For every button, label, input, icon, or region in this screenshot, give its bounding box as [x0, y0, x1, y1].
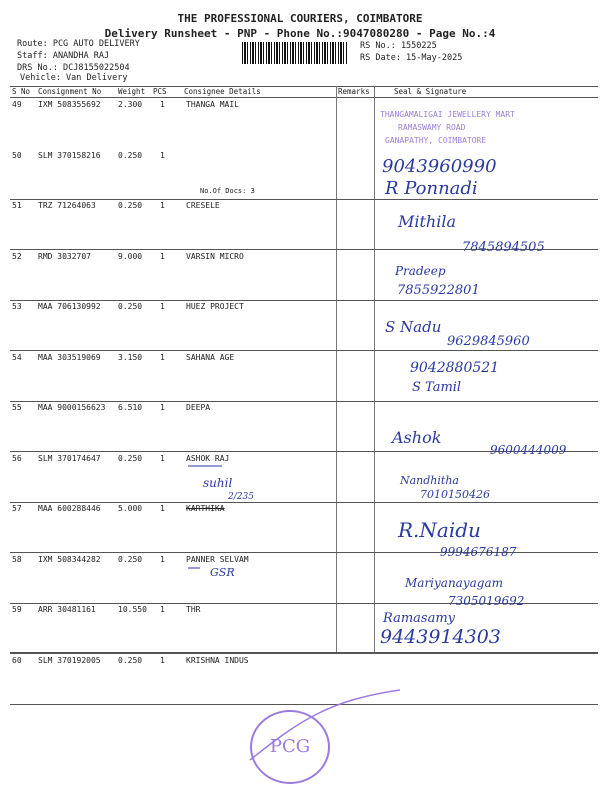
- consignee-cell: DEEPA: [186, 403, 211, 412]
- consignment-cell: SLM 370158216: [38, 150, 101, 160]
- signature-60: Ramasamy: [383, 611, 456, 626]
- weight-cell: 10.550: [118, 605, 147, 614]
- col-weight: Weight: [118, 87, 146, 96]
- runsheet-subtitle: Delivery Runsheet - PNP - Phone No.:9047080280 - Page No.:4: [104, 27, 496, 40]
- rs-date: RS Date: 15-May-2025: [360, 53, 463, 63]
- sno-cell: 58: [12, 554, 22, 564]
- docs-count: No.Of Docs: 3: [200, 186, 255, 195]
- jewellery-stamp-line3: GANAPATHY, COIMBATORE: [385, 136, 487, 145]
- col-consignee: Consignee Details: [184, 87, 261, 96]
- vehicle-info: Vehicle: Van Delivery: [20, 73, 128, 83]
- phone-57: 7010150426: [420, 488, 490, 501]
- consignment-cell: MAA 303519069: [38, 352, 101, 362]
- sno-cell: 55: [12, 403, 22, 412]
- weight-cell: 6.510: [118, 403, 143, 412]
- weight-cell: 0.250: [118, 150, 143, 160]
- consignee-cell: ASHOK RAJ: [186, 453, 230, 463]
- weight-cell: 0.250: [118, 302, 143, 311]
- jewellery-stamp-line2: RAMASWAMY ROAD: [398, 123, 466, 132]
- consignment-cell: ARR 30481161: [38, 605, 96, 614]
- route-info: Route: PCG AUTO DELIVERY: [17, 39, 140, 49]
- phone-59: 7305019692: [448, 594, 525, 608]
- jewellery-stamp-line1: THANGAMALIGAI JEWELLERY MART: [380, 110, 515, 119]
- consignee-cell: HUEZ PROJECT: [186, 302, 244, 311]
- phone-58: 9994676187: [440, 545, 517, 559]
- runsheet-title: THE PROFESSIONAL COURIERS, COIMBATORE: [177, 12, 423, 25]
- sno-cell: 59: [12, 605, 22, 614]
- weight-cell: 0.250: [118, 655, 143, 665]
- pcs-cell: 1: [160, 352, 165, 362]
- signature-53: Pradeep: [395, 264, 446, 278]
- consignee-cell: CRESELE: [186, 201, 220, 210]
- sno-cell: 51: [12, 201, 22, 210]
- col-consignment: Consignment No: [38, 87, 102, 96]
- signature-56: Ashok: [392, 428, 442, 447]
- consignee-cell: KRISHNA INDUS: [186, 655, 249, 665]
- pcs-cell: 1: [160, 655, 165, 665]
- pcs-cell: 1: [160, 150, 165, 160]
- time-57: 2/235: [228, 492, 254, 502]
- pcs-cell: 1: [160, 504, 165, 513]
- sno-cell: 49: [12, 100, 22, 109]
- phone-53: 7855922801: [397, 283, 480, 298]
- weight-cell: 5.000: [118, 504, 143, 513]
- consignee-cell: SAHANA AGE: [186, 352, 235, 362]
- consignee-cell: THANGA MAIL: [186, 100, 239, 109]
- weight-cell: 3.150: [118, 352, 143, 362]
- consignment-cell: IXM 508344282: [38, 554, 101, 564]
- sno-cell: 53: [12, 302, 22, 311]
- col-remarks: Remarks: [338, 87, 370, 96]
- consignee-cell: KARTHIKA: [186, 504, 225, 513]
- sno-cell: 57: [12, 504, 22, 513]
- sno-cell: 50: [12, 150, 22, 160]
- signature-54: S Nadu: [385, 318, 442, 336]
- sno-cell: 60: [12, 655, 22, 665]
- signature-51: R Ponnadi: [385, 178, 478, 199]
- weight-cell: 9.000: [118, 251, 143, 261]
- col-seal: Seal & Signature: [394, 87, 467, 96]
- note-57: suhil: [203, 476, 233, 490]
- consignment-cell: TRZ 71264063: [38, 201, 96, 210]
- pcs-cell: 1: [160, 302, 165, 311]
- consignee-cell: THR: [186, 605, 201, 614]
- phone-51: 9043960990: [382, 156, 497, 177]
- consignee-cell: VARSIN MICRO: [186, 251, 244, 261]
- consignment-cell: MAA 706130992: [38, 302, 101, 311]
- staff-info: Staff: ANANDHA RAJ: [17, 51, 110, 61]
- sno-cell: 56: [12, 453, 22, 463]
- consignment-cell: SLM 370192005: [38, 655, 101, 665]
- phone-56: 9600444009: [490, 443, 567, 457]
- pcs-cell: 1: [160, 403, 165, 412]
- consignee-cell: PANNER SELVAM: [186, 554, 249, 564]
- consignment-cell: MAA 9000156623: [38, 403, 106, 412]
- note-59: GSR: [210, 566, 235, 579]
- consignment-cell: MAA 600288446: [38, 504, 101, 513]
- signature-59: Mariyanayagam: [405, 576, 503, 590]
- signature-55: S Tamil: [412, 380, 462, 395]
- weight-cell: 0.250: [118, 554, 143, 564]
- phone-54: 9629845960: [447, 334, 530, 349]
- pcs-cell: 1: [160, 201, 165, 210]
- sno-cell: 54: [12, 352, 22, 362]
- phone-55: 9042880521: [410, 360, 500, 376]
- col-sno: S No: [12, 87, 31, 96]
- weight-cell: 0.250: [118, 201, 143, 210]
- pcs-cell: 1: [160, 554, 165, 564]
- pcs-cell: 1: [160, 453, 165, 463]
- signature-58: R.Naidu: [398, 518, 481, 542]
- phone-60: 9443914303: [380, 626, 501, 648]
- pcg-seal: PCG: [250, 710, 330, 784]
- consignment-cell: RMD 3032707: [38, 251, 91, 261]
- pcs-cell: 1: [160, 251, 165, 261]
- drs-number: DRS No.: DCJ8155022504: [17, 63, 130, 73]
- signature-57: Nandhitha: [400, 474, 459, 487]
- weight-cell: 0.250: [118, 453, 143, 463]
- pcs-cell: 1: [160, 100, 165, 109]
- phone-52: 7845894505: [462, 240, 545, 255]
- signature-52: Mithila: [398, 212, 457, 231]
- consignment-cell: IXM 508355692: [38, 100, 101, 109]
- consignment-cell: SLM 370174647: [38, 453, 101, 463]
- rs-number: RS No.: 1550225: [360, 41, 437, 51]
- col-pcs: PCS: [153, 87, 167, 96]
- weight-cell: 2.300: [118, 100, 143, 109]
- sno-cell: 52: [12, 251, 22, 261]
- pcs-cell: 1: [160, 605, 165, 614]
